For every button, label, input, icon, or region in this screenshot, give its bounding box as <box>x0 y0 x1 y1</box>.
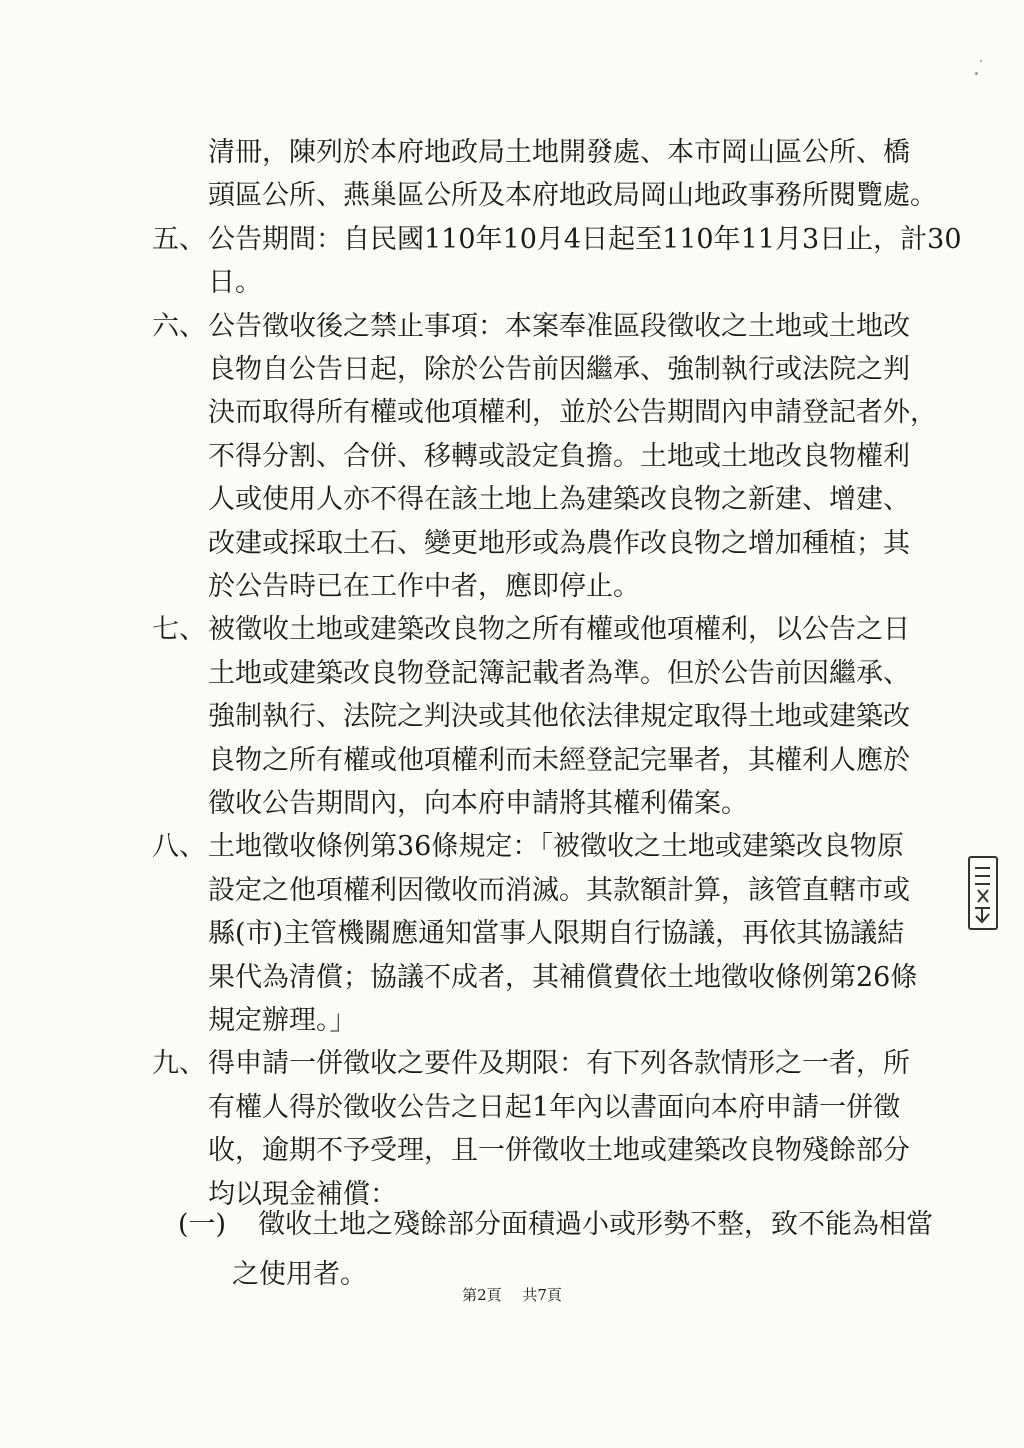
line-text: 被徵收土地或建築改良物之所有權或他項權利，以公告之日 <box>208 614 910 645</box>
line-text: 強制執行、法院之判決或其他依法律規定取得土地或建築改 <box>208 701 910 732</box>
seal-stamp-icon <box>968 856 998 930</box>
scan-speck <box>975 72 978 75</box>
line-text: 清冊，陳列於本府地政局土地開發處、本市岡山區公所、橋 <box>208 137 910 168</box>
body-line <box>0 822 1024 872</box>
line-text: 良物之所有權或他項權利而未經登記完畢者，其權利人應於 <box>208 745 910 776</box>
section-marker: 八、 <box>152 831 206 862</box>
body-line <box>0 692 1024 742</box>
line-text: 不得分割、合併、移轉或設定負擔。土地或土地改良物權利 <box>208 441 910 472</box>
section-marker: 六、 <box>152 311 206 342</box>
line-text: 決而取得所有權或他項權利，並於公告期間內申請登記者外， <box>208 397 937 428</box>
body-line <box>0 171 1024 221</box>
page-footer <box>0 1284 1024 1306</box>
body-line <box>0 258 1024 308</box>
line-text: 日。 <box>208 267 262 298</box>
page-number: 第2頁 <box>462 1286 502 1304</box>
line-text: 規定辦理。」 <box>208 1005 357 1036</box>
page-total: 共7頁 <box>522 1286 562 1304</box>
line-text: 公告期間：自民國110年10月4日起至110年11月3日止，計30 <box>208 224 962 255</box>
line-text: 有權人得於徵收公告之日起1年內以書面向本府申請一併徵 <box>208 1092 901 1123</box>
line-text: 人或使用人亦不得在該土地上為建築改良物之新建、增建、 <box>208 484 910 515</box>
body-line <box>0 388 1024 438</box>
line-text: 果代為清償；協議不成者，其補償費依土地徵收條例第26條 <box>208 962 918 993</box>
section-marker: 五、 <box>152 224 206 255</box>
line-text: 頭區公所、燕巢區公所及本府地政局岡山地政事務所閱覽處。 <box>208 180 937 211</box>
line-text: 縣(市)主管機關應通知當事人限期自行協議，再依其協議結 <box>208 918 905 949</box>
sub-item-marker: (一) <box>178 1209 227 1240</box>
body-line <box>0 1126 1024 1176</box>
line-text: 收，逾期不予受理，且一併徵收土地或建築改良物殘餘部分 <box>208 1135 910 1166</box>
line-text: 改建或採取土石、變更地形或為農作改良物之增加種植；其 <box>208 528 910 559</box>
section-marker: 九、 <box>152 1048 206 1079</box>
scan-speck <box>980 60 982 62</box>
body-line <box>0 475 1024 525</box>
line-text: 設定之他項權利因徵收而消滅。其款額計算，該管直轄市或 <box>208 875 910 906</box>
line-text: 良物自公告日起，除於公告前因繼承、強制執行或法院之判 <box>208 354 910 385</box>
body-line <box>0 605 1024 655</box>
line-text: 於公告時已在工作中者，應即停止。 <box>208 571 640 602</box>
line-text: 公告徵收後之禁止事項：本案奉准區段徵收之土地或土地改 <box>208 311 910 342</box>
line-text: 得申請一併徵收之要件及期限：有下列各款情形之一者，所 <box>208 1048 910 1079</box>
line-text: 土地或建築改良物登記簿記載者為準。但於公告前因繼承、 <box>208 658 910 689</box>
sub-item-text: 徵收土地之殘餘部分面積過小或形勢不整，致不能為相當 <box>258 1209 933 1240</box>
line-text: 徵收公告期間內，向本府申請將其權利備案。 <box>208 788 748 819</box>
section-marker: 七、 <box>152 614 206 645</box>
line-text: 均以現金補償： <box>208 1179 397 1210</box>
line-text: 土地徵收條例第36條規定：「被徵收之土地或建築改良物原 <box>208 831 904 862</box>
sub-item-continuation: 之使用者。 <box>232 1259 367 1290</box>
body-line <box>0 909 1024 959</box>
sub-item-line-1 <box>0 1200 1024 1250</box>
body-line <box>0 1039 1024 1089</box>
